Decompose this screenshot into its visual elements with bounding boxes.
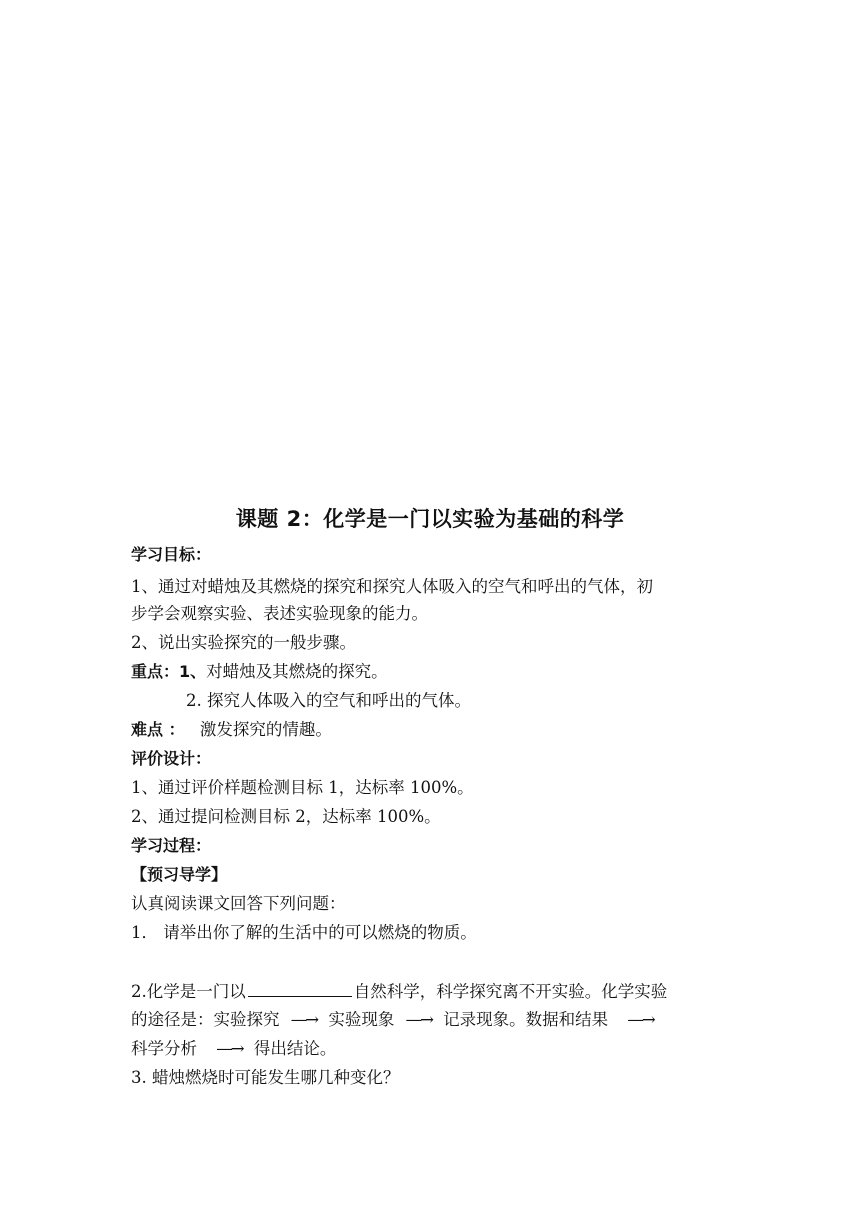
difficulty-row <box>131 719 332 741</box>
evaluation-item-1: 1、通过评价样题检测目标 1，达标率 100%。 <box>131 778 474 797</box>
question-2-prefix: 2.化学是一门以 <box>131 982 246 1001</box>
page-title: 课题 2：化学是一门以实验为基础的科学 <box>235 507 625 531</box>
step-scientific-analysis: 科学分析 <box>131 1039 197 1058</box>
question-1: 1． 请举出你了解的生活中的可以燃烧的物质。 <box>131 923 477 942</box>
evaluation-heading: 评价设计： <box>131 749 212 768</box>
step-experiment-inquiry: 的途径是：实验探究 <box>131 1010 280 1029</box>
arrow-icon: —→ <box>216 1039 243 1058</box>
objectives-heading: 学习目标： <box>131 545 212 564</box>
objective-item-1-line-2: 步学会观察实验、表述实验现象的能力。 <box>131 604 428 623</box>
question-3: 3. 蜡烛燃烧时可能发生哪几种变化？ <box>131 1068 400 1087</box>
difficulty-text: 激发探究的情趣。 <box>199 720 332 739</box>
question-2-line-3 <box>131 1038 336 1060</box>
question-2-line-2 <box>131 1009 660 1031</box>
fill-in-blank[interactable] <box>248 980 352 997</box>
key-point-item-1: 对蜡烛及其燃烧的探究。 <box>206 662 388 681</box>
key-points-row <box>131 661 388 683</box>
question-2-line-1 <box>131 980 667 1003</box>
objective-item-1-line-1: 1、通过对蜡烛及其燃烧的探究和探究人体吸入的空气和呼出的气体，初 <box>131 577 653 596</box>
preview-instruction: 认真阅读课文回答下列问题： <box>131 894 346 913</box>
objective-item-2: 2、说出实验探究的一般步骤。 <box>131 633 356 652</box>
arrow-icon: —→ <box>627 1010 654 1029</box>
key-points-label: 重点：1、 <box>131 662 207 681</box>
step-record-phenomena: 记录现象。数据和结果 <box>443 1010 609 1029</box>
question-2-suffix: 自然科学，科学探究离不开实验。化学实验 <box>353 982 668 1001</box>
key-point-item-2: 2. 探究人体吸入的空气和呼出的气体。 <box>186 691 471 710</box>
step-experiment-phenomena: 实验现象 <box>328 1010 395 1029</box>
arrow-icon: —→ <box>405 1010 432 1029</box>
step-draw-conclusion: 得出结论。 <box>253 1039 337 1058</box>
process-heading: 学习过程： <box>131 836 212 855</box>
evaluation-item-2: 2、通过提问检测目标 2，达标率 100%。 <box>131 807 441 826</box>
difficulty-label: 难点 ： <box>131 720 185 739</box>
arrow-icon: —→ <box>290 1010 318 1029</box>
preview-heading: 【预习导学】 <box>131 865 228 884</box>
